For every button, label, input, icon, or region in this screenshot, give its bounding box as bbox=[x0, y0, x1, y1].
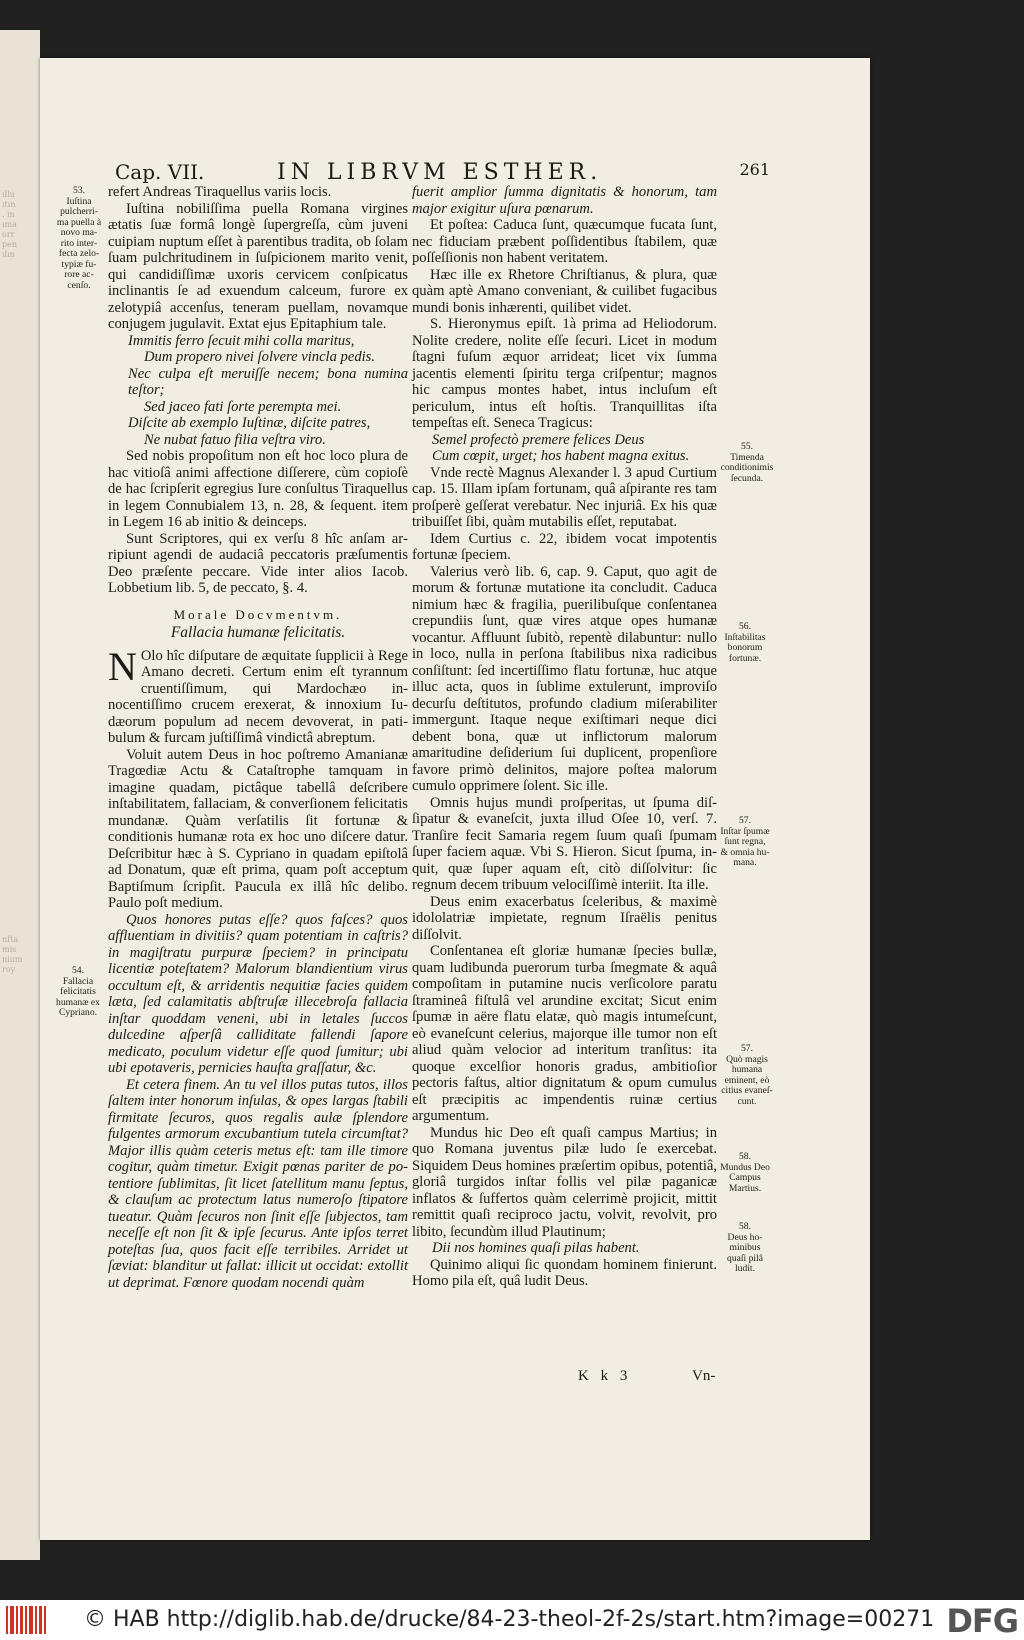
paragraph: Sunt Scriptores, qui ex verſu 8 hîc anſam arripiunt agendi de audaciâ peccatoris præſumentis Deo præſente peccare. Vide inter alios Iacob. Lobbetium lib. 5, de peccato, §. 4. bbox=[108, 530, 408, 596]
paragraph: Quinimo aliqui ſic quondam hominem finierunt. Homo pila eſt, quâ ludit Deus. bbox=[412, 1256, 717, 1289]
note-number: 58. bbox=[739, 1221, 751, 1232]
section-subtitle: Fallacia humanæ felicitatis. bbox=[170, 624, 346, 641]
quotation: Et cetera finem. An tu vel illos putas tutos, illos ſaltem inter honorum inſulas, & opes largas ſtabili firmitate ſecuros, quos regalis aulæ ſplendore fulgentes armorum excubantium tutela circumſtat? Major illis quàm ceteris metus eſt: tam ille timore cogitur, quàm timetur. Exigit pœnas pariter de potentiore ſublimitas, ſit licet ſatellitum manu ſeptus, & clauſum ac protectum latus numeroſo ſtipatore tueatur. Quàm ſecuros non ſinit eſſe ſubjectos, tam neceſſe eſt non ſit & ipſe ſecurus. Ante ipſos terret poteſtas ſua, quos facit eſſe terribiles. Arridet ut ſæviat: blanditur ut fallat: illicit ut occidat: extollit ut deprimat. Fœnore quodam nocendi quàm bbox=[108, 1076, 408, 1291]
viewer-footer bbox=[0, 1600, 1024, 1640]
note-text: Inſtabilitas bonorum fortunæ. bbox=[724, 631, 766, 664]
paragraph: Hæc ille ex Rhetore Chriſtianus, & plura, quæ quàm aptè Amano conveniant, & cuilibet fugacibus mundi bonis inhærenti, quilibet videt. bbox=[412, 266, 717, 316]
dfg-logo: DFG bbox=[946, 1602, 1018, 1640]
note-number: 53. bbox=[73, 185, 85, 196]
note-number: 56. bbox=[739, 621, 751, 632]
marginal-note bbox=[720, 1222, 770, 1275]
epitaph-verse: Sed jaceo fati ſorte perempta mei. bbox=[144, 398, 342, 415]
verse-line: Semel profectò premere felices Deus bbox=[432, 431, 645, 448]
note-number: 57. bbox=[741, 1043, 753, 1054]
paragraph: Idem Curtius c. 22, ibidem vocat impotentis fortunæ ſpeciem. bbox=[412, 530, 717, 563]
note-text: Timenda conditionimis ſecunda. bbox=[720, 451, 774, 484]
epitaph-verse: Ne nubat fatuo filia veſtra viro. bbox=[144, 431, 326, 448]
paragraph: S. Hieronymus epiſt. 1à prima ad Heliodorum. Nolite credere, nolite eſſe ſecuri. Licet in modum ſtagni fuſum æquor arrideat; licet vix ſumma jacentis elementi ſpiritu terga criſpentur; magnos hic campus montes habet, intus incluſum eſt periculum, intus eſt hoſtis. Tranquillitas iſta tempeſtas eſt. Seneca Tragicus: bbox=[412, 316, 717, 431]
chapter-label: Cap. VII. bbox=[115, 160, 205, 184]
marginal-note bbox=[56, 186, 102, 291]
paragraph: Sed nobis propoſitum non eſt hoc loco plura de hac vitioſâ animi affectione diſſerere, cùm copioſè de hac ſcripſerit egregius Iure conſultus Tiraquellus in legem Connubialem 13, n. 28, & ſequent. item in Legem 16 ab initio & deinceps. bbox=[108, 448, 408, 530]
note-number: 58. bbox=[739, 1151, 751, 1162]
verse-line: Cum cœpit, urget; hos habent magna exitus. bbox=[432, 448, 690, 464]
marginal-note bbox=[720, 622, 770, 664]
quotation: Quos honores putas eſſe? quos faſces? quos affluentiam in divitiis? quam potentiam in caſtris? in magiſtratu purpuræ ſpeciem? in principatu licentiæ poteſtatem? Malorum blandientium virus occultum eſt, & arridentis nequitiæ facies quidem læta, ſed calamitatis abſtruſæ illecebroſa fallacia inſtar quoddam veneni, ubi in letales ſuccos dulcedine aſperſâ calliditate fallendi ſapore medicato, poculum videtur eſſe quod ſumitur; ubi ubi epotaveris, pernicies hauſta graſſatur, &c. bbox=[108, 911, 408, 1076]
book-page bbox=[40, 58, 870, 1540]
epitaph-verse: Diſcite ab exemplo Iuſtinæ, diſcite patres, bbox=[128, 415, 371, 431]
quotation: fuerit amplior ſumma dignitatis & honorum, tam major exigitur uſura pœnarum. bbox=[412, 184, 717, 217]
left-text-column bbox=[108, 184, 408, 1291]
section-title: Morale Docvmentvm. bbox=[173, 606, 343, 622]
page-number: 261 bbox=[739, 160, 770, 179]
note-number: 55. bbox=[741, 441, 753, 452]
marginal-note bbox=[720, 1044, 774, 1107]
note-text: Deus hominibus quaſi pilâ ludit. bbox=[727, 1231, 763, 1274]
paragraph: Deus enim exacerbatus ſceleribus, & maximè idololatriæ impietate, regnum Iſraëlis penitus diſſolvit. bbox=[412, 893, 717, 943]
paragraph: Omnis hujus mundi proſperitas, ut ſpuma diſſipatur & evaneſcit, juxta illud Oſee 10, verſ. 7. Tranſire fecit Samaria regem ſuum quaſi ſpumam ſuper faciem aquæ. Vbi S. Hieron. Sicut ſpuma, inquit, quæ ſuper aquam eſt, citò diſſolvitur: ſic regnum decem tribuum velociſſimè interiit. Ita ille. bbox=[412, 794, 717, 893]
paragraph: Et poſtea: Caduca ſunt, quæcumque fucata ſunt, nec fiduciam præbent poſſidentibus ſtabilem, quæ poſſeſſionis non habent veritatem. bbox=[412, 217, 717, 266]
epitaph-verse: Immitis ferro ſecuit mihi colla maritus, bbox=[128, 332, 355, 349]
note-number: 57. bbox=[739, 815, 751, 826]
paragraph: Vnde rectè Magnus Alexander l. 3 apud Curtium cap. 15. Illam ipſam fortunam, quâ aſpirante res tam proſperè geſſerat verebatur. Nec injuriâ. Ex his quæ tribuiſſet ſibi, quàm mutabilis eſſet, reputabat. bbox=[412, 464, 717, 530]
facing-page-edge: ıllu ıtın . m ıma orr pen ılın nfta mis nium roy bbox=[0, 30, 40, 1560]
marginal-note bbox=[720, 1152, 770, 1194]
paragraph: refert Andreas Tiraquellus variis locis. bbox=[108, 184, 332, 200]
marginal-note bbox=[720, 442, 774, 484]
marginal-note bbox=[720, 816, 770, 869]
right-text-column bbox=[412, 184, 717, 1290]
catchword: Vn- bbox=[692, 1368, 716, 1384]
running-header bbox=[115, 160, 770, 186]
verse-line: Dii nos homines quaſi pilas habent. bbox=[432, 1240, 640, 1256]
marginal-note bbox=[52, 966, 104, 1019]
paragraph-with-dropcap bbox=[108, 643, 408, 747]
drop-capital: N bbox=[108, 643, 137, 689]
note-text: Quò magis humana eminent, eò citius evaneſcunt. bbox=[721, 1053, 773, 1107]
note-text: Iuſtina pulcherrima puella à novo marito interfecta zelotypiæ furore accenſo. bbox=[56, 195, 102, 291]
epitaph-verse: Nec culpa eſt meruiſſe necem; bona numina teſtor; bbox=[128, 365, 408, 398]
paragraph: Mundus hic Deo eſt quaſi campus Martius; in quo Romana juventus pilæ ludo ſe exercebat. Siquidem Deus homines præſertim opibus, potentiâ, gloriâ turgidos inſtar follis vel pilæ paganicæ inflatos & ſuffertos quàm celerrimè projicit, mittit remittit quaſi reciproco jactu, volvit, revolvit, pro libito, ſecundùm illud Plautinum; bbox=[412, 1124, 717, 1240]
paragraph-text: Olo hîc diſputare de æquitate ſupplicii à Rege Amano decreti. Certum enim eſt tyrannum cruentiſſimum, qui Mardochæo innocentiſſimo crucem erexerat, & innoxium Iudæorum populum ad necem devoverat, in patibulum & furcam juſtiſſimâ vindictâ abreptum. bbox=[108, 647, 408, 746]
note-text: Fallacia felicitatis humanæ ex Cypriano. bbox=[56, 975, 100, 1018]
library-logo-icon bbox=[6, 1606, 48, 1634]
paragraph: Valerius verò lib. 6, cap. 9. Caput, quo agit de morum & fortunæ mutatione ita concludit. Caduca nimium hæc & fragilia, puerilibuſque conſentanea crepundiis ſunt, quæ vires atque opes humanæ vocantur. Affluunt ſubitò, repentè dilabuntur: nullo in loco, nulla in perſona ſtabilibus nixa radicibus conſiſtunt: ſed incertiſſimo flatu fortunæ, huc atque illuc acta, quos in ſublime extulerunt, improviſo decurſu deſtitutos, profundo cladium miſerabiliter immergunt. Itaque neque exiſtimari neque dici debent bona, quæ ut inflictorum malorum amaritudine deſiderium ſui duplicent, propenſiore favore primò delinitos, majore poſtea malorum cumulo opprimere ſolent. Sic ille. bbox=[412, 563, 717, 794]
note-text: Inſtar ſpumæ ſunt regna, & omnia humana. bbox=[720, 825, 770, 868]
paragraph: Voluit autem Deus in hoc poſtremo Amanianæ Tragœdiæ Actu & Cataſtrophe tamquam in imagine quadam, pictâque tabellâ deſcribere inſtabilitatem, fallaciam, & converſionem felicitatis mundanæ. Quàm verſatilis ſit fortunæ & conditionis humanæ rota ex hoc uno diſcere datur. Deſcribitur hæc à S. Cypriano in quadam epiſtolâ ad Donatum, quæ eſt prima, quam poſt acceptum Baptiſmum ſcripſit. Paucula ex illâ hîc delibo. Paulo poſt medium. bbox=[108, 746, 408, 911]
paragraph: Iuſtina nobiliſſima puella Romana virgines ætatis ſuæ formâ longè ſupergreſſa, cùm juveni cuipiam nuptum eſſet à parentibus tradita, ob ſolam ſuam pulchritudinem in ſuſpicionem marito venit, qui candidiſſimæ uxoris cervicem conſpicatus inclinantis ſe ad exuendum calceum, furore ex zelotypiâ accenſus, teneram puellam, novamque conjugem jugulavit. Extat ejus Epitaphium tale. bbox=[108, 200, 408, 332]
copyright-link[interactable]: © HAB http://diglib.hab.de/drucke/84-23-theol-2f-2s/start.htm?image=00271 bbox=[84, 1607, 935, 1632]
paragraph: Conſentanea eſt gloriæ humanæ ſpecies bullæ, quam ludibunda puerorum turba ſmegmate & aquâ compoſitam in putamine nucis verſicolore paratu ſtramineâ fiſtulâ vel arundine excitat; Sicut enim ſpumæ in aëre flatu elatæ, quò magis intumeſcunt, eò evaneſcunt celerius, majorque ille tumor non eſt aliud quàm velocior ad interitum tranſitus: ita quoque excelſior honoris gradus, ambitioſior pectoris faſtus, altior dignitatum & opum cumulus eſt præcipitis ac impendentis ruinæ certius argumentum. bbox=[412, 943, 717, 1124]
running-title: IN LIBRVM ESTHER. bbox=[277, 160, 603, 185]
epitaph-verse: Dum propero nivei ſolvere vincla pedis. bbox=[144, 349, 376, 365]
note-text: Mundus Deo Campus Martius. bbox=[720, 1161, 770, 1194]
note-number: 54. bbox=[72, 965, 84, 976]
signature-mark: K k 3 bbox=[578, 1368, 632, 1384]
